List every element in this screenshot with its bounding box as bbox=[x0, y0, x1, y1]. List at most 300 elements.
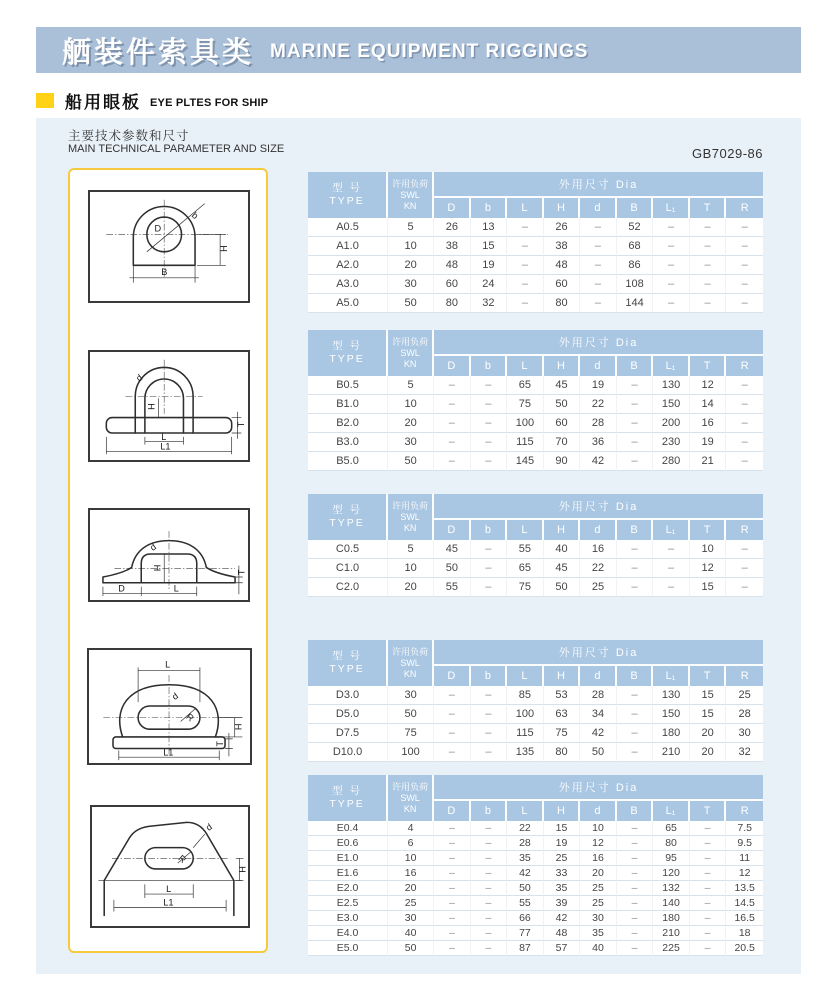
column-header-dim-D: D bbox=[434, 196, 471, 218]
dim-cell: 85 bbox=[507, 686, 544, 705]
dim-cell: – bbox=[580, 237, 617, 256]
dim-cell: – bbox=[434, 821, 471, 836]
column-header-dim-b: b bbox=[471, 664, 508, 686]
dim-cell: 28 bbox=[580, 414, 617, 433]
dim-label-d: d bbox=[170, 690, 181, 702]
dim-cell: – bbox=[726, 218, 763, 237]
type-cell: E3.0 bbox=[308, 911, 388, 926]
spec-table bbox=[308, 172, 763, 313]
column-header-type bbox=[308, 640, 388, 686]
swl-cell: 5 bbox=[388, 540, 434, 559]
swl-cell: 50 bbox=[388, 705, 434, 724]
drawing-type-c-eye-plate bbox=[88, 508, 250, 602]
dim-label-L: L bbox=[165, 659, 171, 670]
dim-cell: – bbox=[653, 540, 690, 559]
dim-cell: – bbox=[726, 414, 763, 433]
dim-cell: 19 bbox=[690, 433, 727, 452]
dim-label-d: d bbox=[134, 372, 145, 384]
dim-cell: 75 bbox=[507, 395, 544, 414]
dim-cell: 180 bbox=[653, 911, 690, 926]
dim-cell: – bbox=[690, 275, 727, 294]
dim-cell: – bbox=[471, 941, 508, 956]
column-header-dim-D: D bbox=[434, 799, 471, 821]
dim-cell: 39 bbox=[544, 896, 581, 911]
dim-cell: – bbox=[434, 686, 471, 705]
dim-cell: 30 bbox=[726, 724, 763, 743]
dim-cell: 28 bbox=[726, 705, 763, 724]
dim-cell: 48 bbox=[544, 926, 581, 941]
dim-label-d: d bbox=[204, 821, 215, 833]
dim-cell: – bbox=[507, 275, 544, 294]
swl-header-unit: KN bbox=[403, 200, 417, 211]
dim-cell: – bbox=[434, 433, 471, 452]
type-cell: B3.0 bbox=[308, 433, 388, 452]
dim-cell: 60 bbox=[434, 275, 471, 294]
table-row bbox=[308, 941, 763, 956]
column-header-dim-R: R bbox=[726, 196, 763, 218]
dim-cell: 145 bbox=[507, 452, 544, 471]
dim-cell: – bbox=[471, 705, 508, 724]
column-header-dim-D: D bbox=[434, 354, 471, 376]
dim-cell: 50 bbox=[507, 881, 544, 896]
column-header-dim-H: H bbox=[544, 196, 581, 218]
type-header-en: TYPE bbox=[329, 663, 365, 675]
dim-cell: 32 bbox=[471, 294, 508, 313]
dim-cell: – bbox=[726, 256, 763, 275]
dim-cell: – bbox=[471, 433, 508, 452]
dim-cell: – bbox=[434, 926, 471, 941]
dim-cell: 52 bbox=[617, 218, 654, 237]
dim-label-H: H bbox=[152, 564, 163, 572]
dim-cell: 132 bbox=[653, 881, 690, 896]
column-header-swl bbox=[388, 494, 434, 540]
table-row bbox=[308, 836, 763, 851]
column-header-dim-B: B bbox=[617, 518, 654, 540]
column-header-dim-D: D bbox=[434, 518, 471, 540]
swl-header-zh: 许用负荷 bbox=[392, 646, 429, 657]
dim-cell: 48 bbox=[434, 256, 471, 275]
dim-cell: – bbox=[653, 256, 690, 275]
dim-cell: – bbox=[617, 686, 654, 705]
swl-cell: 4 bbox=[388, 821, 434, 836]
dim-cell: 55 bbox=[507, 896, 544, 911]
dim-cell: 13 bbox=[471, 218, 508, 237]
dim-cell: – bbox=[471, 578, 508, 597]
dim-cell: 12 bbox=[690, 559, 727, 578]
dim-cell: – bbox=[434, 452, 471, 471]
dim-cell: 100 bbox=[507, 705, 544, 724]
dim-cell: 60 bbox=[544, 275, 581, 294]
spec-table-series-b bbox=[308, 330, 763, 471]
column-header-swl bbox=[388, 775, 434, 821]
table-row bbox=[308, 218, 763, 237]
table-row bbox=[308, 559, 763, 578]
dim-cell: 15 bbox=[544, 821, 581, 836]
dim-cell: – bbox=[434, 896, 471, 911]
type-header-zh: 型 号 bbox=[332, 504, 362, 516]
dim-label-H: H bbox=[233, 723, 244, 731]
dim-cell: – bbox=[434, 395, 471, 414]
swl-header-unit: KN bbox=[403, 522, 417, 533]
dim-cell: 38 bbox=[544, 237, 581, 256]
dim-cell: 25 bbox=[580, 578, 617, 597]
dim-cell: 65 bbox=[507, 376, 544, 395]
dim-label-H: H bbox=[237, 866, 248, 873]
dim-cell: 12 bbox=[726, 866, 763, 881]
dim-cell: – bbox=[617, 376, 654, 395]
dim-cell: 50 bbox=[544, 578, 581, 597]
dim-cell: 14.5 bbox=[726, 896, 763, 911]
type-header-en: TYPE bbox=[329, 798, 365, 810]
dim-cell: – bbox=[617, 926, 654, 941]
table-row bbox=[308, 237, 763, 256]
dim-cell: 24 bbox=[471, 275, 508, 294]
swl-cell: 20 bbox=[388, 256, 434, 275]
dim-cell: 16 bbox=[690, 414, 727, 433]
dim-cell: 40 bbox=[580, 941, 617, 956]
column-header-dim-b: b bbox=[471, 196, 508, 218]
dim-cell: – bbox=[690, 866, 727, 881]
dim-cell: – bbox=[726, 395, 763, 414]
dim-cell: – bbox=[690, 821, 727, 836]
swl-cell: 100 bbox=[388, 743, 434, 762]
type-header-en: TYPE bbox=[329, 353, 365, 365]
dim-cell: – bbox=[617, 433, 654, 452]
column-header-dim-T: T bbox=[690, 799, 727, 821]
dim-cell: – bbox=[690, 896, 727, 911]
dim-cell: – bbox=[726, 376, 763, 395]
swl-header-unit: KN bbox=[403, 668, 417, 679]
dim-cell: 45 bbox=[434, 540, 471, 559]
dim-cell: – bbox=[580, 218, 617, 237]
column-header-dim-L1: L₁ bbox=[653, 664, 690, 686]
dim-cell: 57 bbox=[544, 941, 581, 956]
table-row bbox=[308, 724, 763, 743]
swl-cell: 50 bbox=[388, 294, 434, 313]
dim-cell: 63 bbox=[544, 705, 581, 724]
swl-header-en: SWL bbox=[400, 347, 420, 358]
dim-cell: – bbox=[471, 896, 508, 911]
dim-cell: 140 bbox=[653, 896, 690, 911]
dim-cell: – bbox=[690, 911, 727, 926]
dim-cell: 42 bbox=[507, 866, 544, 881]
type-cell: D10.0 bbox=[308, 743, 388, 762]
dim-cell: 210 bbox=[653, 926, 690, 941]
column-header-dim-d: d bbox=[580, 799, 617, 821]
column-header-dim-R: R bbox=[726, 799, 763, 821]
column-header-dim-R: R bbox=[726, 354, 763, 376]
type-cell: E0.4 bbox=[308, 821, 388, 836]
column-header-dimensions-group: 外用尺寸 Dia bbox=[434, 172, 763, 196]
column-header-dim-B: B bbox=[617, 799, 654, 821]
dim-cell: 21 bbox=[690, 452, 727, 471]
dim-cell: – bbox=[690, 881, 727, 896]
type-cell: C2.0 bbox=[308, 578, 388, 597]
dim-cell: 26 bbox=[544, 218, 581, 237]
swl-header-zh: 许用负荷 bbox=[392, 500, 429, 511]
swl-cell: 20 bbox=[388, 881, 434, 896]
dim-cell: – bbox=[580, 294, 617, 313]
table-row bbox=[308, 851, 763, 866]
table-row bbox=[308, 578, 763, 597]
dim-cell: – bbox=[617, 578, 654, 597]
dim-cell: – bbox=[434, 881, 471, 896]
type-cell: E5.0 bbox=[308, 941, 388, 956]
dim-cell: 25 bbox=[580, 881, 617, 896]
column-header-dim-b: b bbox=[471, 518, 508, 540]
dim-cell: – bbox=[690, 851, 727, 866]
type-c-diagram bbox=[90, 510, 248, 600]
column-header-type bbox=[308, 775, 388, 821]
dim-cell: 50 bbox=[580, 743, 617, 762]
dim-cell: 15 bbox=[471, 237, 508, 256]
dim-cell: 20.5 bbox=[726, 941, 763, 956]
column-header-dim-d: d bbox=[580, 354, 617, 376]
dim-cell: 120 bbox=[653, 866, 690, 881]
dim-cell: 225 bbox=[653, 941, 690, 956]
dim-cell: 80 bbox=[434, 294, 471, 313]
type-d-diagram bbox=[89, 650, 250, 763]
table-row bbox=[308, 256, 763, 275]
dim-cell: – bbox=[471, 851, 508, 866]
dim-cell: – bbox=[617, 896, 654, 911]
dim-cell: – bbox=[471, 926, 508, 941]
dim-cell: 66 bbox=[507, 911, 544, 926]
column-header-dimensions-group: 外用尺寸 Dia bbox=[434, 494, 763, 518]
dim-cell: – bbox=[653, 218, 690, 237]
dim-cell: 25 bbox=[726, 686, 763, 705]
spec-table-series-a bbox=[308, 172, 763, 313]
dim-cell: – bbox=[690, 218, 727, 237]
dim-cell: – bbox=[690, 836, 727, 851]
type-cell: E4.0 bbox=[308, 926, 388, 941]
column-header-dim-L: L bbox=[507, 664, 544, 686]
dim-cell: – bbox=[726, 237, 763, 256]
dim-cell: – bbox=[434, 911, 471, 926]
dim-cell: 55 bbox=[434, 578, 471, 597]
column-header-dim-T: T bbox=[690, 518, 727, 540]
type-cell: C0.5 bbox=[308, 540, 388, 559]
dim-cell: – bbox=[471, 821, 508, 836]
swl-cell: 10 bbox=[388, 851, 434, 866]
type-header-en: TYPE bbox=[329, 517, 365, 529]
dim-cell: – bbox=[617, 705, 654, 724]
dim-label-L: L bbox=[166, 884, 172, 895]
dim-cell: – bbox=[580, 275, 617, 294]
dim-cell: – bbox=[653, 237, 690, 256]
dim-label-D: D bbox=[118, 583, 125, 594]
table-row bbox=[308, 414, 763, 433]
swl-header-unit: KN bbox=[403, 803, 417, 814]
dim-cell: 70 bbox=[544, 433, 581, 452]
dim-cell: – bbox=[726, 294, 763, 313]
column-header-dim-d: d bbox=[580, 518, 617, 540]
type-cell: D5.0 bbox=[308, 705, 388, 724]
dim-cell: – bbox=[434, 376, 471, 395]
dim-cell: 15 bbox=[690, 705, 727, 724]
dim-cell: 90 bbox=[544, 452, 581, 471]
column-header-dimensions-group: 外用尺寸 Dia bbox=[434, 330, 763, 354]
dim-cell: – bbox=[726, 452, 763, 471]
dim-label-L1: L1 bbox=[163, 747, 174, 758]
type-cell: C1.0 bbox=[308, 559, 388, 578]
type-header-en: TYPE bbox=[329, 195, 365, 207]
column-header-dim-d: d bbox=[580, 196, 617, 218]
column-header-dim-L1: L₁ bbox=[653, 354, 690, 376]
column-header-dim-d: d bbox=[580, 664, 617, 686]
dim-cell: – bbox=[507, 294, 544, 313]
dim-cell: – bbox=[434, 941, 471, 956]
dim-label-L: L bbox=[173, 583, 179, 594]
dim-cell: – bbox=[726, 578, 763, 597]
column-header-dim-H: H bbox=[544, 518, 581, 540]
column-header-swl bbox=[388, 172, 434, 218]
dim-cell: – bbox=[653, 578, 690, 597]
type-e-diagram bbox=[92, 807, 248, 926]
dim-cell: 15 bbox=[690, 686, 727, 705]
swl-cell: 10 bbox=[388, 395, 434, 414]
dim-cell: – bbox=[434, 724, 471, 743]
dim-cell: – bbox=[507, 256, 544, 275]
dim-cell: – bbox=[617, 911, 654, 926]
subtitle-zh: 主要技术参数和尺寸 bbox=[68, 129, 190, 143]
dim-cell: 28 bbox=[507, 836, 544, 851]
swl-header-en: SWL bbox=[400, 792, 420, 803]
dim-cell: 18 bbox=[726, 926, 763, 941]
section-title-zh: 船用眼板 bbox=[65, 93, 141, 112]
swl-cell: 25 bbox=[388, 896, 434, 911]
dim-cell: – bbox=[434, 414, 471, 433]
swl-cell: 5 bbox=[388, 376, 434, 395]
dim-cell: 130 bbox=[653, 686, 690, 705]
type-cell: E0.6 bbox=[308, 836, 388, 851]
dim-cell: 28 bbox=[580, 686, 617, 705]
swl-cell: 50 bbox=[388, 941, 434, 956]
banner-title-en: MARINE EQUIPMENT RIGGINGS bbox=[270, 41, 589, 62]
dim-cell: 15 bbox=[690, 578, 727, 597]
dim-cell: 16 bbox=[580, 540, 617, 559]
column-header-dim-D: D bbox=[434, 664, 471, 686]
table-row bbox=[308, 866, 763, 881]
dim-cell: – bbox=[580, 256, 617, 275]
type-cell: D7.5 bbox=[308, 724, 388, 743]
dim-cell: 42 bbox=[580, 724, 617, 743]
dim-cell: 95 bbox=[653, 851, 690, 866]
dim-cell: – bbox=[471, 911, 508, 926]
dim-cell: 65 bbox=[653, 821, 690, 836]
dim-cell: 144 bbox=[617, 294, 654, 313]
dim-cell: 80 bbox=[653, 836, 690, 851]
dim-cell: 180 bbox=[653, 724, 690, 743]
dim-cell: 80 bbox=[544, 743, 581, 762]
dim-cell: 32 bbox=[726, 743, 763, 762]
banner-title-zh: 舾装件索具类 bbox=[62, 36, 255, 69]
dim-cell: 135 bbox=[507, 743, 544, 762]
table-row bbox=[308, 540, 763, 559]
dim-cell: – bbox=[690, 256, 727, 275]
dim-cell: 75 bbox=[507, 578, 544, 597]
dim-cell: 53 bbox=[544, 686, 581, 705]
dim-label-H: H bbox=[146, 403, 157, 410]
dim-cell: 14 bbox=[690, 395, 727, 414]
dim-cell: – bbox=[471, 376, 508, 395]
dim-cell: 25 bbox=[544, 851, 581, 866]
dim-label-H: H bbox=[218, 245, 229, 252]
dim-cell: – bbox=[434, 743, 471, 762]
drawing-type-d-eye-plate bbox=[87, 648, 252, 765]
dim-cell: – bbox=[653, 275, 690, 294]
dim-cell: – bbox=[653, 559, 690, 578]
dim-cell: – bbox=[471, 743, 508, 762]
dim-cell: 33 bbox=[544, 866, 581, 881]
dim-cell: 19 bbox=[471, 256, 508, 275]
dim-cell: – bbox=[471, 395, 508, 414]
type-b-diagram bbox=[90, 352, 248, 460]
swl-cell: 30 bbox=[388, 911, 434, 926]
column-header-dim-H: H bbox=[544, 799, 581, 821]
dim-label-D: D bbox=[154, 223, 162, 234]
dim-cell: 7.5 bbox=[726, 821, 763, 836]
drawing-type-b-eye-plate bbox=[88, 350, 250, 462]
swl-cell: 75 bbox=[388, 724, 434, 743]
dim-cell: – bbox=[617, 559, 654, 578]
column-header-dim-T: T bbox=[690, 664, 727, 686]
dim-cell: – bbox=[507, 237, 544, 256]
dim-cell: 55 bbox=[507, 540, 544, 559]
column-header-dim-T: T bbox=[690, 354, 727, 376]
dim-cell: 210 bbox=[653, 743, 690, 762]
dim-cell: – bbox=[617, 866, 654, 881]
type-cell: A2.0 bbox=[308, 256, 388, 275]
dim-cell: – bbox=[434, 866, 471, 881]
swl-cell: 30 bbox=[388, 275, 434, 294]
dim-cell: – bbox=[617, 724, 654, 743]
dim-cell: 280 bbox=[653, 452, 690, 471]
type-cell: E1.6 bbox=[308, 866, 388, 881]
table-row bbox=[308, 452, 763, 471]
type-a-diagram bbox=[90, 192, 248, 301]
dim-cell: 45 bbox=[544, 559, 581, 578]
dim-cell: 80 bbox=[544, 294, 581, 313]
dim-cell: 42 bbox=[580, 452, 617, 471]
dim-cell: – bbox=[434, 851, 471, 866]
dim-cell: 36 bbox=[580, 433, 617, 452]
table-row bbox=[308, 275, 763, 294]
dim-cell: 77 bbox=[507, 926, 544, 941]
dim-cell: 22 bbox=[507, 821, 544, 836]
dim-cell: 115 bbox=[507, 724, 544, 743]
dim-label-L1: L1 bbox=[160, 441, 171, 452]
dim-cell: – bbox=[617, 414, 654, 433]
banner bbox=[36, 27, 801, 73]
dim-cell: 20 bbox=[690, 724, 727, 743]
column-header-dim-B: B bbox=[617, 196, 654, 218]
dim-cell: – bbox=[617, 540, 654, 559]
yellow-bullet-icon bbox=[36, 93, 54, 108]
spec-table-series-d bbox=[308, 640, 763, 762]
spec-table bbox=[308, 330, 763, 471]
column-header-dim-L1: L₁ bbox=[653, 196, 690, 218]
dim-cell: 108 bbox=[617, 275, 654, 294]
dim-cell: 16 bbox=[580, 851, 617, 866]
column-header-dim-L: L bbox=[507, 518, 544, 540]
column-header-dim-L1: L₁ bbox=[653, 799, 690, 821]
dim-cell: 20 bbox=[580, 866, 617, 881]
dim-cell: – bbox=[471, 414, 508, 433]
column-header-type bbox=[308, 494, 388, 540]
dim-label-T: T bbox=[215, 740, 226, 747]
type-cell: A3.0 bbox=[308, 275, 388, 294]
